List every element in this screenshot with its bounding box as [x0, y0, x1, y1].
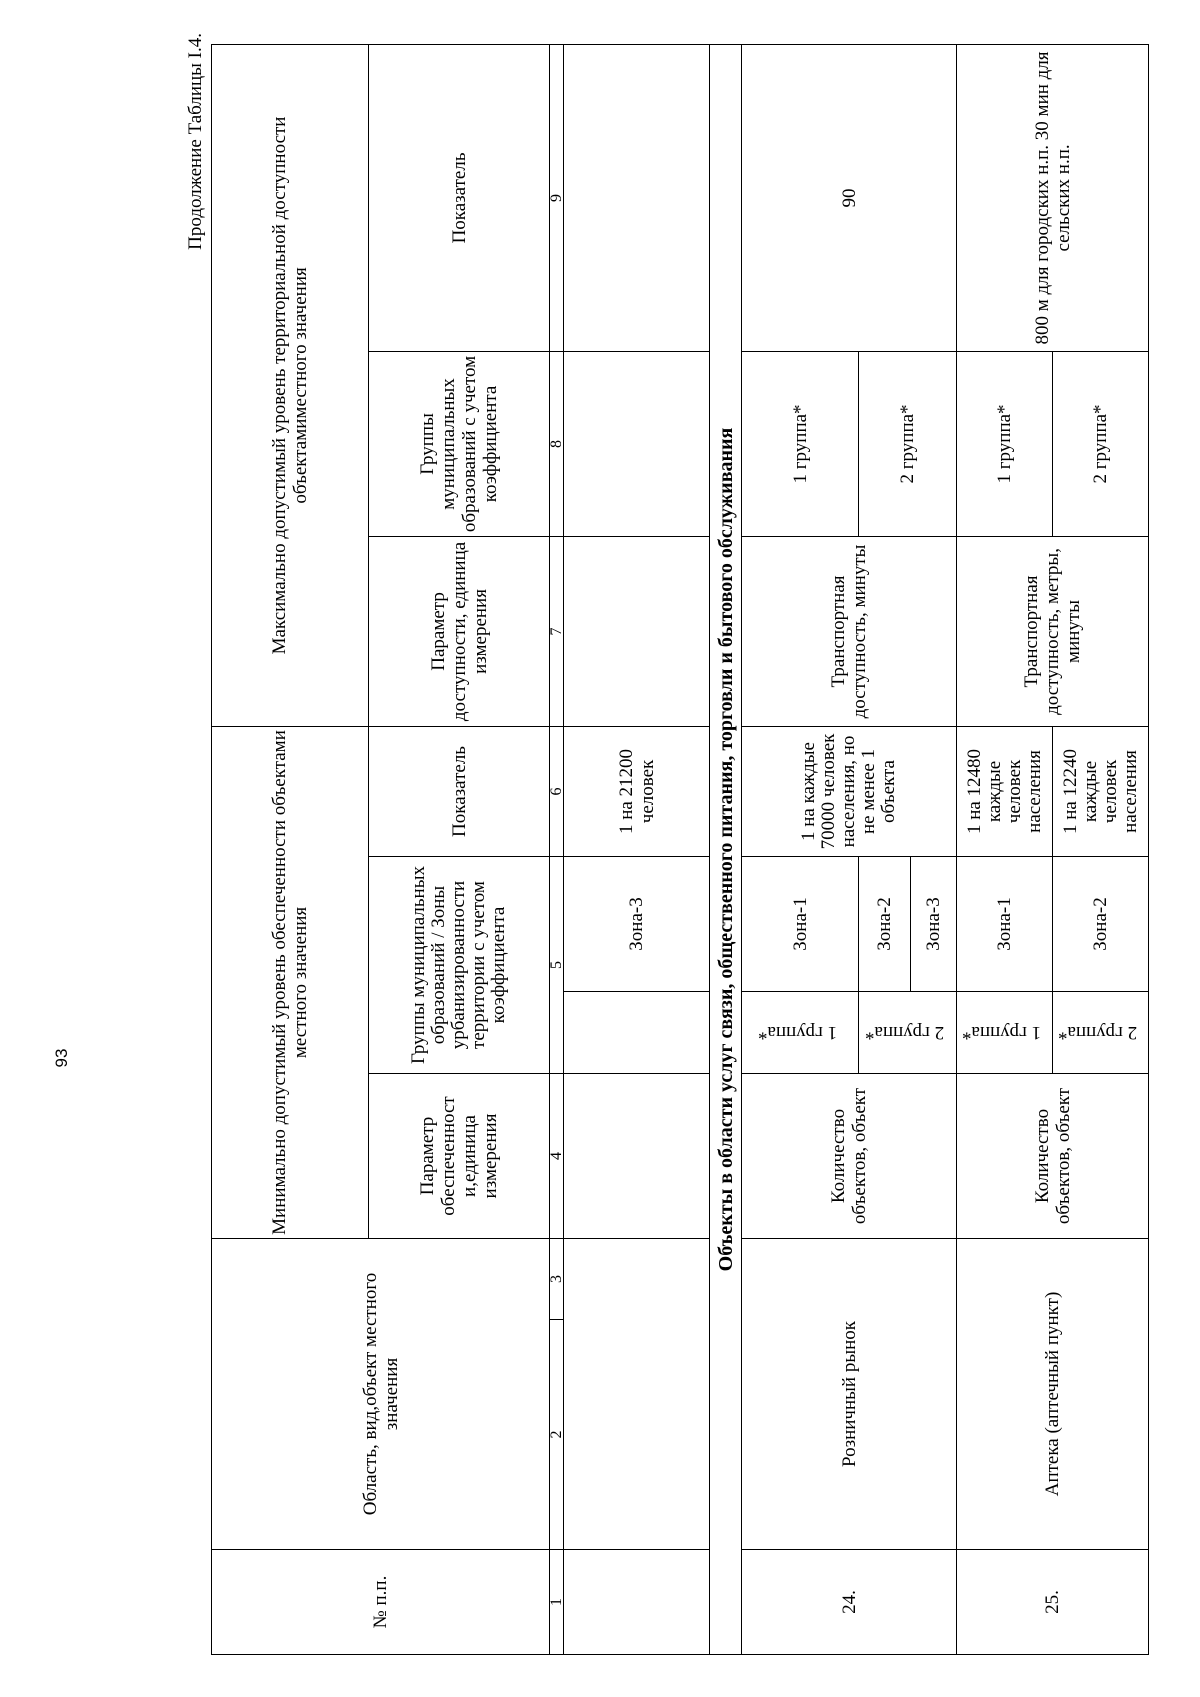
- section-row: [710, 44, 742, 1654]
- col-number: 3: [550, 1239, 564, 1320]
- header-col4: Параметр обеспеченност и,единица измерения: [369, 1074, 550, 1239]
- col-number: 6: [550, 726, 564, 856]
- municipal-group-1: 1 группа*: [742, 992, 859, 1074]
- table-row-24: [742, 44, 859, 1654]
- row-number: 24.: [742, 1550, 957, 1655]
- object-name: Аптека (аптечный пункт): [957, 1239, 1149, 1550]
- carry-zone: Зона-3: [564, 857, 710, 992]
- header-col6: Показатель: [369, 726, 550, 856]
- header-max-access: Максимально допустимый уровень территориальной доступности объектамиместного значения: [212, 44, 369, 726]
- carry-value: 1 на 21200 человек: [564, 726, 710, 856]
- municipal-group-1: 1 группа*: [957, 992, 1053, 1074]
- column-number-row: [550, 44, 564, 1654]
- header-num: № п.п.: [212, 1550, 550, 1655]
- table-row-25: [957, 44, 1053, 1654]
- header-col7: Параметр доступности, единица измерения: [369, 536, 550, 726]
- col-number: 1: [550, 1550, 564, 1655]
- header-col9: Показатель: [369, 44, 550, 351]
- norms-table: [211, 44, 1149, 1655]
- access-value: 90: [742, 44, 957, 351]
- col-number: 4: [550, 1074, 564, 1239]
- col-number: 8: [550, 351, 564, 536]
- provision-value-1: 1 на 12480 каждые человек населения: [957, 726, 1053, 856]
- section-title: Объекты в области услуг связи, общественного питания, торговли и бытового обслуживания: [710, 44, 742, 1654]
- rotated-page: [185, 33, 1141, 1655]
- col-number: 9: [550, 44, 564, 351]
- col-number: 2: [550, 1320, 564, 1550]
- object-name: Розничный рынок: [742, 1239, 957, 1550]
- header-object: Область, вид,объект местного значения: [212, 1239, 550, 1550]
- access-group-2: 2 группа*: [859, 351, 957, 536]
- carry-over-row: [564, 44, 710, 1654]
- page-number: 93: [52, 1048, 71, 1068]
- col-number: 7: [550, 536, 564, 726]
- zone-3: Зона-3: [911, 857, 957, 992]
- zone-2: Зона-2: [1053, 857, 1149, 992]
- provision-param: Количество объектов, объект: [742, 1074, 957, 1239]
- access-param: Транспортная доступность, минуты: [742, 536, 957, 726]
- provision-param: Количество объектов, объект: [957, 1074, 1149, 1239]
- row-number: 25.: [957, 1550, 1149, 1655]
- access-param: Транспортная доступность, метры, минуты: [957, 536, 1149, 726]
- header-col5: Группы муниципальных образований / Зоны урбанизированности территории с учетом коэффициента: [369, 857, 550, 1074]
- municipal-group-2: 2 группа*: [859, 992, 957, 1074]
- zone-1: Зона-1: [742, 857, 859, 992]
- access-value: 800 м для городских н.п. 30 мин для сельских н.п.: [957, 44, 1149, 351]
- zone-2: Зона-2: [859, 857, 911, 992]
- header-min-level: Минимально допустимый уровень обеспеченности объектами местного значения: [212, 726, 369, 1238]
- header-col8: Группы муниципальных образований с учетом коэффициента: [369, 351, 550, 536]
- col-number: 5: [550, 857, 564, 1074]
- provision-value: 1 на каждые 70000 человек населения, но не менее 1 объекта: [742, 726, 957, 856]
- table-caption: Продолжение Таблицы I.4.: [185, 33, 206, 250]
- provision-value-2: 1 на 12240 каждые человек населения: [1053, 726, 1149, 856]
- access-group-2: 2 группа*: [1053, 351, 1149, 536]
- zone-1: Зона-1: [957, 857, 1053, 992]
- municipal-group-2: 2 группа*: [1053, 992, 1149, 1074]
- access-group-1: 1 группа*: [957, 351, 1053, 536]
- access-group-1: 1 группа*: [742, 351, 859, 536]
- header-row-1: [212, 44, 369, 1654]
